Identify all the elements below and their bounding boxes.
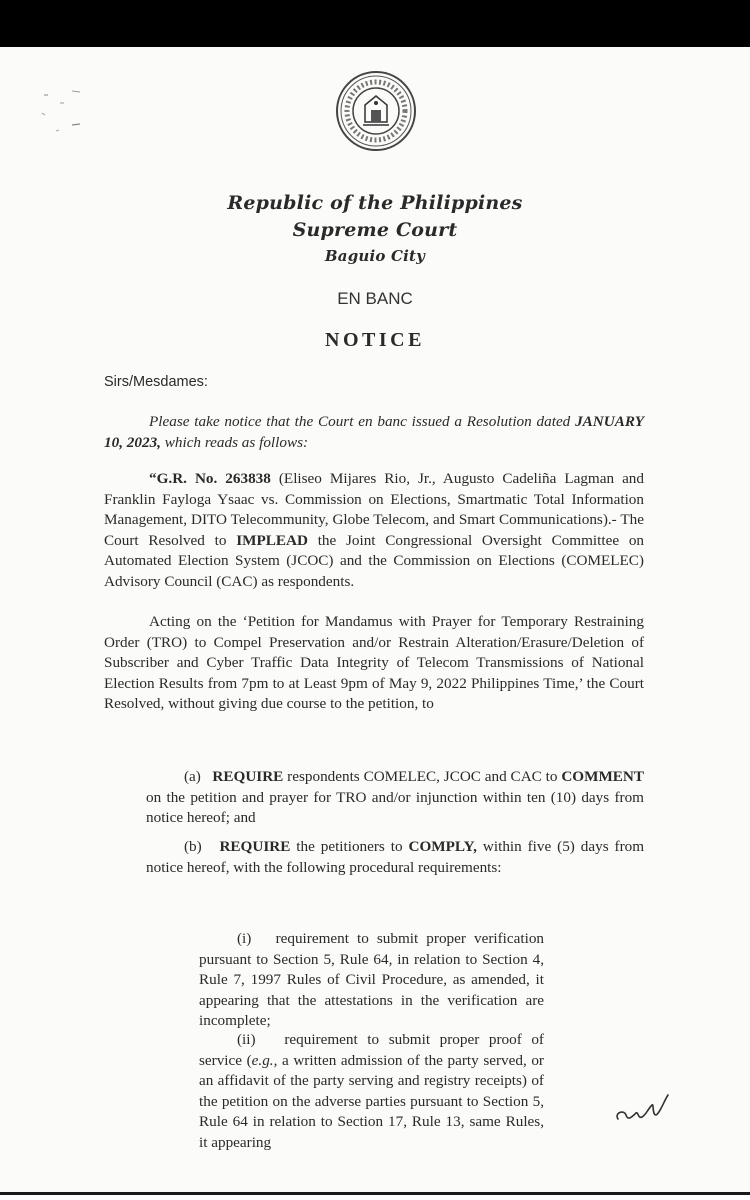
gr-number: G.R. No. 263838 [156, 470, 271, 487]
intro-pre: Please take notice that the Court en banc issued a Resolution dated [149, 413, 571, 430]
header-court: Supreme Court [292, 219, 458, 241]
item-b-require: REQUIRE [219, 838, 291, 855]
item-a-mid: respondents COMELEC, JCOC and CAC to [287, 768, 558, 785]
top-black-bar [0, 0, 750, 47]
item-b-rest: within five (5) days from notice hereof, with the following procedural requirements: [146, 838, 645, 876]
item-b [146, 837, 644, 878]
division-label: EN BANC [337, 289, 413, 308]
supreme-court-seal-icon [335, 70, 417, 152]
salutation: Sirs/Mesdames: [104, 374, 208, 390]
bottom-rule [0, 1192, 750, 1195]
item-a [146, 767, 644, 829]
intro-post: which reads as follows: [164, 433, 309, 451]
paper-specks [36, 89, 96, 139]
case-parties: (Eliseo Mijares Rio, Jr., Augusto Cadeliña Lagman and Franklin Fayloga Ysaac vs. Commission on Elections, Smartmatic Total Information Management, DITO Telecommunity, Globe Telecom, and Smart Communications).- The Court Resolved to [104, 470, 644, 549]
item-i [199, 929, 544, 1032]
header-city: Baguio City [324, 247, 426, 265]
implead-keyword: IMPLEAD [236, 531, 308, 549]
item-a-require: REQUIRE [212, 768, 284, 785]
item-ii-pre: requirement to submit proper proof of service ( [199, 1031, 544, 1069]
item-ii-eg: e.g., [251, 1051, 278, 1069]
initials-signature-icon [612, 1089, 672, 1129]
item-a-comment: COMMENT [561, 768, 645, 785]
item-i-marker: (i) [237, 930, 252, 947]
case-paragraph [104, 469, 644, 592]
item-ii-rest: a written admission of the party served, or an affidavit of the party serving and registry receipts) of the petition on the adverse parties pursuant to Section 5, Rule 64 in relation to Section 17, Rule 13, same Rules, it appearing [199, 1051, 544, 1151]
item-b-marker: (b) [184, 838, 202, 855]
intro-paragraph [104, 412, 644, 453]
item-ii [199, 1030, 544, 1153]
item-a-rest: on the petition and prayer for TRO and/or injunction within ten (10) days from notice hereof; and [146, 788, 644, 826]
item-ii-marker: (ii) [237, 1031, 256, 1048]
open-quote: “ [149, 470, 157, 487]
acting-text: Acting on the ‘Petition for Mandamus with Prayer for Temporary Restraining Order (TRO) to Compel Preservation and/or Restrain Alteration/Erasure/Deletion of Subscriber and Cyber Traffic Data Integrity of Telecom Transmissions of National Election Results from 7pm to at Least 9pm of May 9, 2022 Philippines Time,’ the Court Resolved, without giving due course to the petition, to [104, 613, 644, 712]
header-republic: Republic of the Philippines [227, 192, 523, 214]
document-page [0, 47, 750, 1192]
document-title: NOTICE [325, 329, 425, 351]
resolution-date: JANUARY 10, 2023, [104, 413, 645, 451]
case-rest: the Joint Congressional Oversight Committee on Automated Election System (JCOC) and the Commission on Elections (COMELEC) Advisory Council (CAC) as respondents. [104, 531, 645, 590]
acting-paragraph [104, 612, 644, 715]
item-b-comply: COMPLY, [408, 838, 477, 855]
item-b-mid: the petitioners to [296, 838, 403, 855]
item-a-marker: (a) [184, 768, 201, 785]
item-i-text: requirement to submit proper verification pursuant to Section 5, Rule 64, in relation to Section 4, Rule 7, 1997 Rules of Civil Procedure, as amended, it appearing that the attestations in the verification are incomplete; [199, 930, 545, 1029]
